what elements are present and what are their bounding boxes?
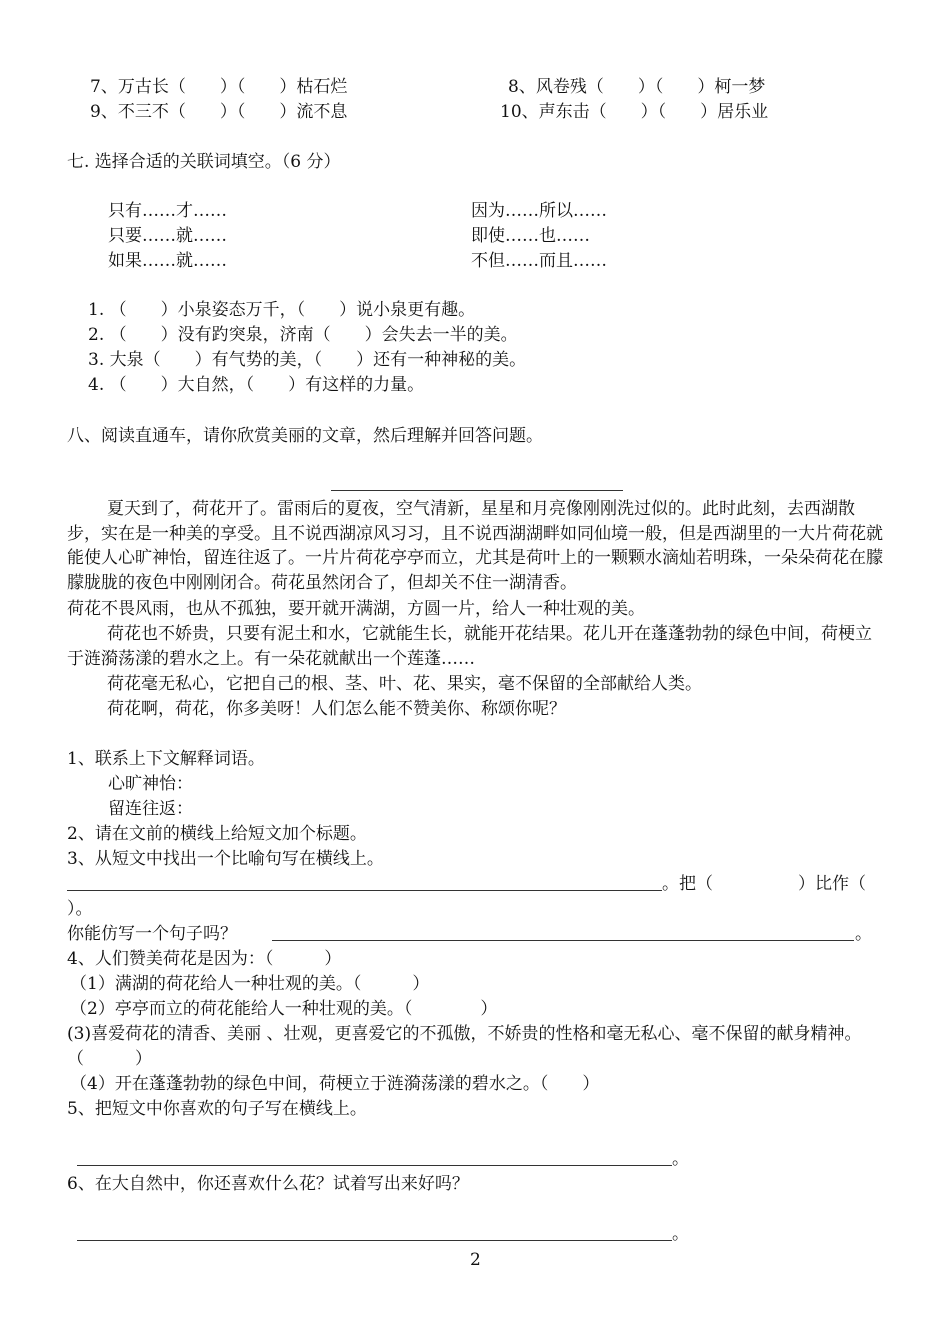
passage-paragraph-1: 夏天到了，荷花开了。雷雨后的夏夜，空气清新，星星和月亮像刚刚洗过似的。此时此刻，去西湖散步，实在是一种美的享受。且不说西湖凉风习习，且不说西湖湖畔如同仙境一般，但是西湖里的一大片荷花就能使人心旷神怡，留连往返了。一片片荷花亭亭而立，尤其是荷叶上的一颗颗水滴灿若明珠，一朵朵荷花在朦朦胧胧的夜色中刚刚闭合。荷花虽然闭合了，但却关不住一湖清香。 bbox=[67, 499, 883, 593]
question-6: 6、在大自然中，你还喜欢什么花？试着写出来好吗？ bbox=[67, 1174, 469, 1194]
question-4: 4、人们赞美荷花是因为：（ ） bbox=[67, 949, 342, 969]
conjunction-pair: 只有……才…… bbox=[108, 201, 227, 221]
answer-line[interactable] bbox=[67, 890, 662, 891]
answer-line[interactable] bbox=[272, 940, 854, 941]
fill-item-2: 2. （ ）没有趵突泉，济南（ ）会失去一半的美。 bbox=[88, 325, 518, 345]
conjunction-pair: 因为……所以…… bbox=[471, 201, 607, 221]
fill-item-4: 4. （ ）大自然，（ ）有这样的力量。 bbox=[88, 375, 425, 395]
question-5: 5、把短文中你喜欢的句子写在横线上。 bbox=[67, 1099, 367, 1119]
conjunction-pair: 只要……就…… bbox=[108, 226, 227, 246]
idiom-7: 7、万古长（ ）（ ）枯石烂 bbox=[90, 77, 348, 97]
answer-line[interactable] bbox=[77, 1165, 672, 1166]
imitate-prompt: 你能仿写一个句子吗？ bbox=[67, 924, 237, 944]
idiom-10: 10、声东击（ ）（ ）居乐业 bbox=[500, 102, 769, 122]
option-3: (3)喜爱荷花的清香、美丽 、壮观，更喜爱它的不孤傲，不娇贵的性格和毫无私心、毫不保留的献身精神。（ ） bbox=[67, 1024, 862, 1069]
idiom-9: 9、不三不（ ）（ ）流不息 bbox=[90, 102, 348, 122]
fill-item-3: 3. 大泉（ ）有气势的美，（ ）还有一种神秘的美。 bbox=[88, 350, 527, 370]
conjunction-pair: 即使……也…… bbox=[471, 226, 590, 246]
answer-line[interactable] bbox=[77, 1240, 672, 1241]
passage-paragraph-4: 荷花毫无私心，它把自己的根、茎、叶、花、果实，毫不保留的全部献给人类。 bbox=[107, 674, 702, 694]
term-xinkuangshenyi: 心旷神怡： bbox=[108, 774, 193, 794]
option-2: （2）亭亭而立的荷花能给人一种壮观的美。（ ） bbox=[70, 999, 498, 1019]
conjunction-pair: 不但……而且…… bbox=[471, 251, 607, 271]
idiom-8: 8、风卷残（ ）（ ）柯一梦 bbox=[508, 77, 766, 97]
page-number: 2 bbox=[470, 1250, 481, 1270]
period: 。 bbox=[672, 1224, 689, 1244]
question-1: 1、联系上下文解释词语。 bbox=[67, 749, 265, 769]
section8-heading: 八、阅读直通车，请你欣赏美丽的文章，然后理解并回答问题。 bbox=[67, 426, 543, 446]
option-1: （1）满湖的荷花给人一种壮观的美。（ ） bbox=[70, 974, 430, 994]
section7-heading: 七. 选择合适的关联词填空。（6 分） bbox=[67, 152, 341, 172]
conjunction-pair: 如果……就…… bbox=[108, 251, 227, 271]
fill-item-1: 1. （ ）小泉姿态万千，（ ）说小泉更有趣。 bbox=[88, 300, 476, 320]
period: 。 bbox=[855, 924, 872, 944]
question-2: 2、请在文前的横线上给短文加个标题。 bbox=[67, 824, 367, 844]
passage-paragraph-3: 荷花也不娇贵，只要有泥土和水，它就能生长，就能开花结果。花儿开在蓬蓬勃勃的绿色中间，荷梗立于涟漪荡漾的碧水之上。有一朵花就献出一个莲蓬…… bbox=[67, 624, 872, 669]
option-4: （4）开在蓬蓬勃勃的绿色中间，荷梗立于涟漪荡漾的碧水之。（ ） bbox=[70, 1074, 600, 1094]
period: 。 bbox=[672, 1149, 689, 1169]
title-blank-line[interactable] bbox=[331, 490, 623, 491]
passage-paragraph-2: 荷花不畏风雨，也从不孤独，要开就开满湖，方圆一片，给人一种壮观的美。 bbox=[67, 599, 645, 619]
metaphor-close: ）。 bbox=[67, 899, 93, 919]
term-liulianwangfan: 留连往返： bbox=[108, 799, 193, 819]
metaphor-blank-prompt: 。把（ ）比作（ bbox=[662, 874, 866, 894]
question-3: 3、从短文中找出一个比喻句写在横线上。 bbox=[67, 849, 384, 869]
passage-paragraph-5: 荷花啊，荷花，你多美呀！人们怎么能不赞美你、称颂你呢？ bbox=[107, 699, 566, 719]
